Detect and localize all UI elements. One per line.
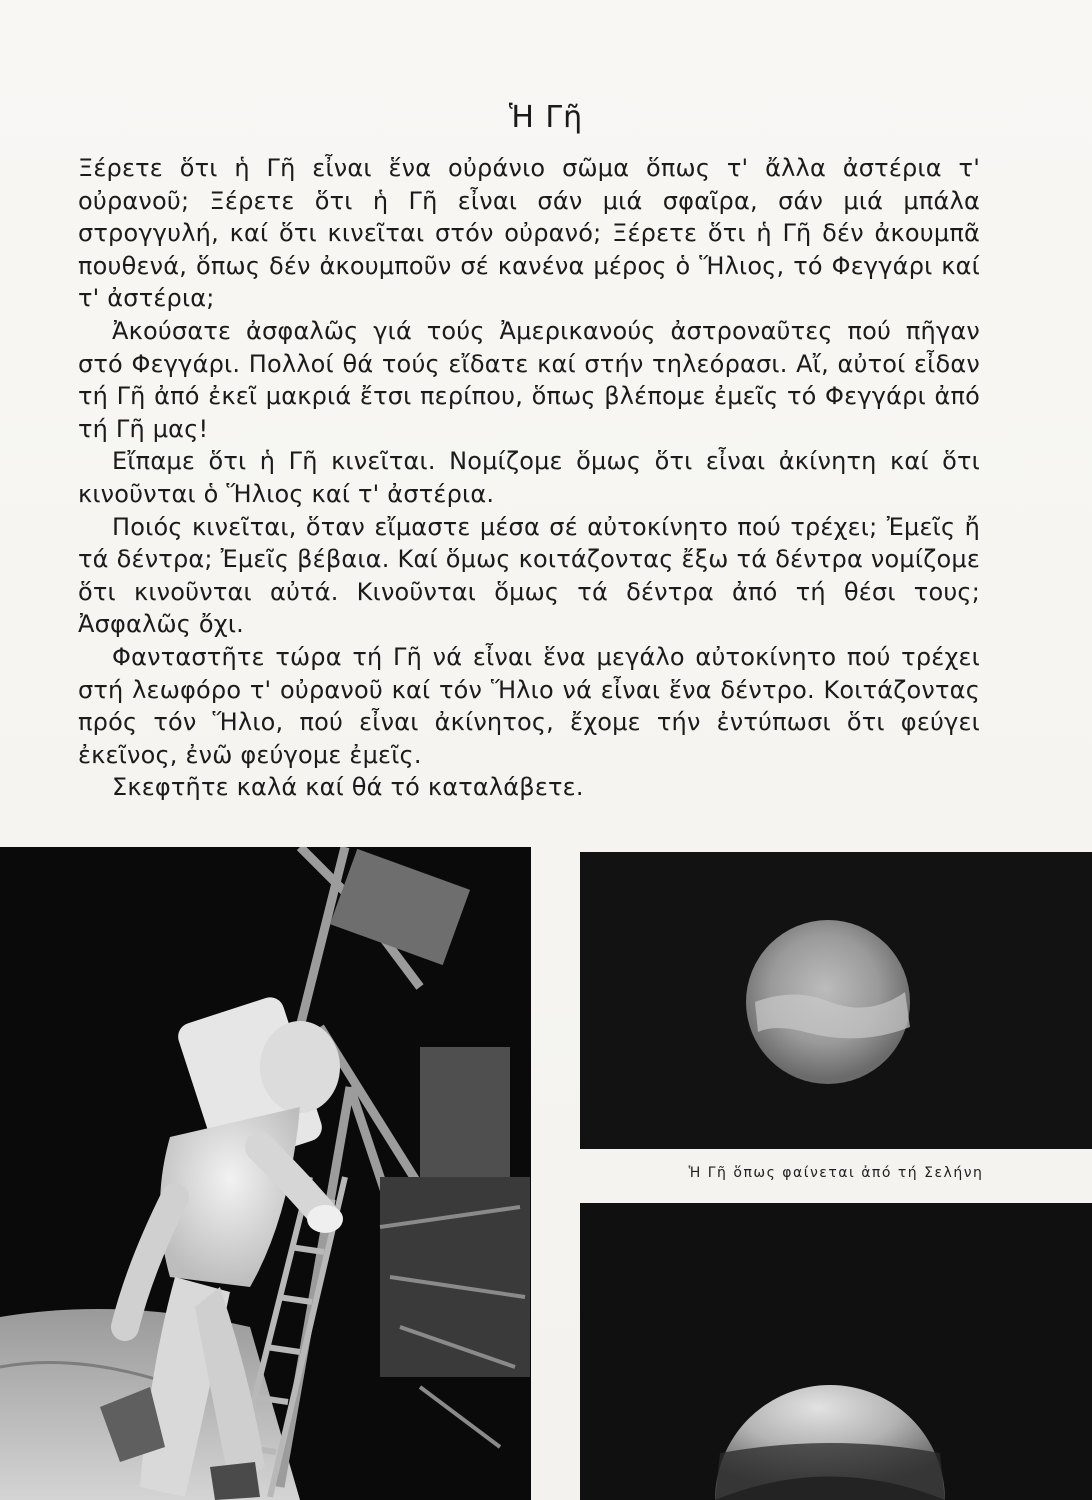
paragraph-2: Ἀκούσατε ἀσφαλῶς γιά τούς Ἀμερικανούς ἀστροναῦτες πού πῆγαν στό Φεγγάρι. Πολλοί θά τούς εἴδατε καί στήν τηλεόρασι. Αἴ, αὐτοί εἶδαν τή Γῆ ἀπό ἐκεῖ μακριά ἔτσι περίπου, ὅπως βλέπομε ἐμεῖς τό Φεγγάρι ἀπό τή Γῆ μας! — [78, 316, 980, 443]
paragraph-1: Ξέρετε ὅτι ἡ Γῆ εἶναι ἕνα οὐράνιο σῶμα ὅπως τ' ἄλλα ἀστέρια τ' οὐρανοῦ; Ξέρετε ὅτι ἡ Γῆ εἶναι σάν μιά σφαῖρα, σάν μιά μπάλα στρογγυλή, καί ὅτι κινεῖται στόν οὐρανό; Ξέρετε ὅτι ἡ Γῆ δέν ἀκουμπᾶ πουθενά, ὅπως δέν ἀκουμποῦν σέ κανένα μέρος ὁ Ἥλιος, τό Φεγγάρι καί τ' ἀστέρια; — [78, 154, 980, 313]
paragraph-3: Εἴπαμε ὅτι ἡ Γῆ κινεῖται. Νομίζομε ὅμως ὅτι εἶναι ἀκίνητη καί ὅτι κινοῦνται ὁ Ἥλιος καί τ' ἀστέρια. — [78, 447, 980, 508]
paragraph-6: Σκεφτῆτε καλά καί θά τό καταλάβετε. — [112, 773, 584, 802]
earth-caption: Ἡ Γῆ ὅπως φαίνεται ἀπό τή Σελήνη — [688, 1165, 984, 1181]
body-text — [78, 152, 980, 804]
earth-full-photo — [580, 852, 1092, 1149]
page-title: Ἡ Γῆ — [508, 100, 584, 135]
earthrise-photo — [580, 1203, 1092, 1500]
astronaut-ladder-photo — [0, 847, 531, 1500]
paragraph-4: Ποιός κινεῖται, ὅταν εἴμαστε μέσα σέ αὐτοκίνητο πού τρέχει; Ἐμεῖς ἤ τά δέντρα; Ἐμεῖς βέβαια. Καί ὅμως κοιτάζοντας ἔξω τά δέντρα νομίζομε ὅτι κινοῦνται αὐτά. Κινοῦνται ὅμως τά δέντρα ἀπό τή θέσι τους; Ἀσφαλῶς ὄχι. — [78, 512, 980, 639]
paragraph-5: Φανταστῆτε τώρα τή Γῆ νά εἶναι ἕνα μεγάλο αὐτοκίνητο πού τρέχει στή λεωφόρο τ' οὐρανοῦ καί τόν Ἥλιο νά εἶναι ἕνα δέντρο. Κοιτάζοντας πρός τόν Ἥλιο, πού εἶναι ἀκίνητος, ἔχομε τήν ἐντύπωσι ὅτι φεύγει ἐκεῖνος, ἐνῶ φεύγομε ἐμεῖς. — [78, 642, 980, 769]
